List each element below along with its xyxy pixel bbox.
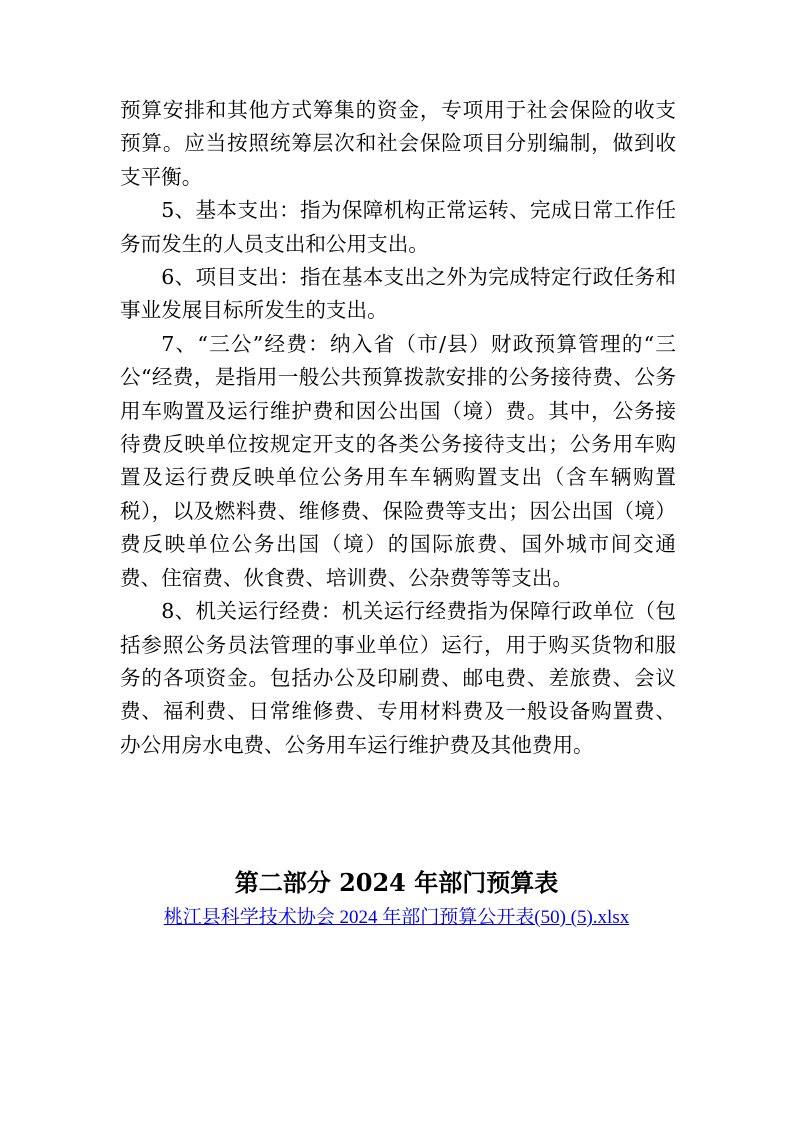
- paragraph-continued: 预算安排和其他方式筹集的资金，专项用于社会保险的收支预算。应当按照统筹层次和社会保险项目分别编制，做到收支平衡。: [120, 98, 676, 189]
- body-text: [120, 94, 676, 762]
- paragraph-agency-operation-expenses: 8、机关运行经费：机关运行经费指为保障行政单位（包括参照公务员法管理的事业单位）运行，用于购买货物和服务的各项资金。包括办公及印刷费、邮电费、差旅费、会议费、福利费、日常维修费、专用材料费及一般设备购置费、办公用房水电费、公务用车运行维护费及其他费用。: [120, 599, 676, 757]
- section-title: 第二部分 2024 年部门预算表: [234, 868, 559, 897]
- paragraph-basic-expenditure: 5、基本支出：指为保障机构正常运转、完成日常工作任务而发生的人员支出和公用支出。: [120, 198, 676, 256]
- paragraph-project-expenditure: 6、项目支出：指在基本支出之外为完成特定行政任务和事业发展目标所发生的支出。: [120, 265, 676, 323]
- paragraph-three-public-expenses: 7、“三公”经费：纳入省（市/县）财政预算管理的“三公“经费，是指用一般公共预算拨款安排的公务接待费、公务用车购置及运行维护费和因公出国（境）费。其中，公务接待费反映单位按规定开支的各类公务接待支出；公务用车购置及运行费反映单位公务用车车辆购置支出（含车辆购置税），以及燃料费、维修费、保险费等支出；因公出国（境）费反映单位公务出国（境）的国际旅费、国外城市间交通费、住宿费、伙食费、培训费、公杂费等等支出。: [120, 331, 676, 590]
- attachment-link-container: [0, 904, 793, 932]
- attachment-link[interactable]: 桃江县科学技术协会 2024 年部门预算公开表(50) (5).xlsx: [163, 907, 630, 928]
